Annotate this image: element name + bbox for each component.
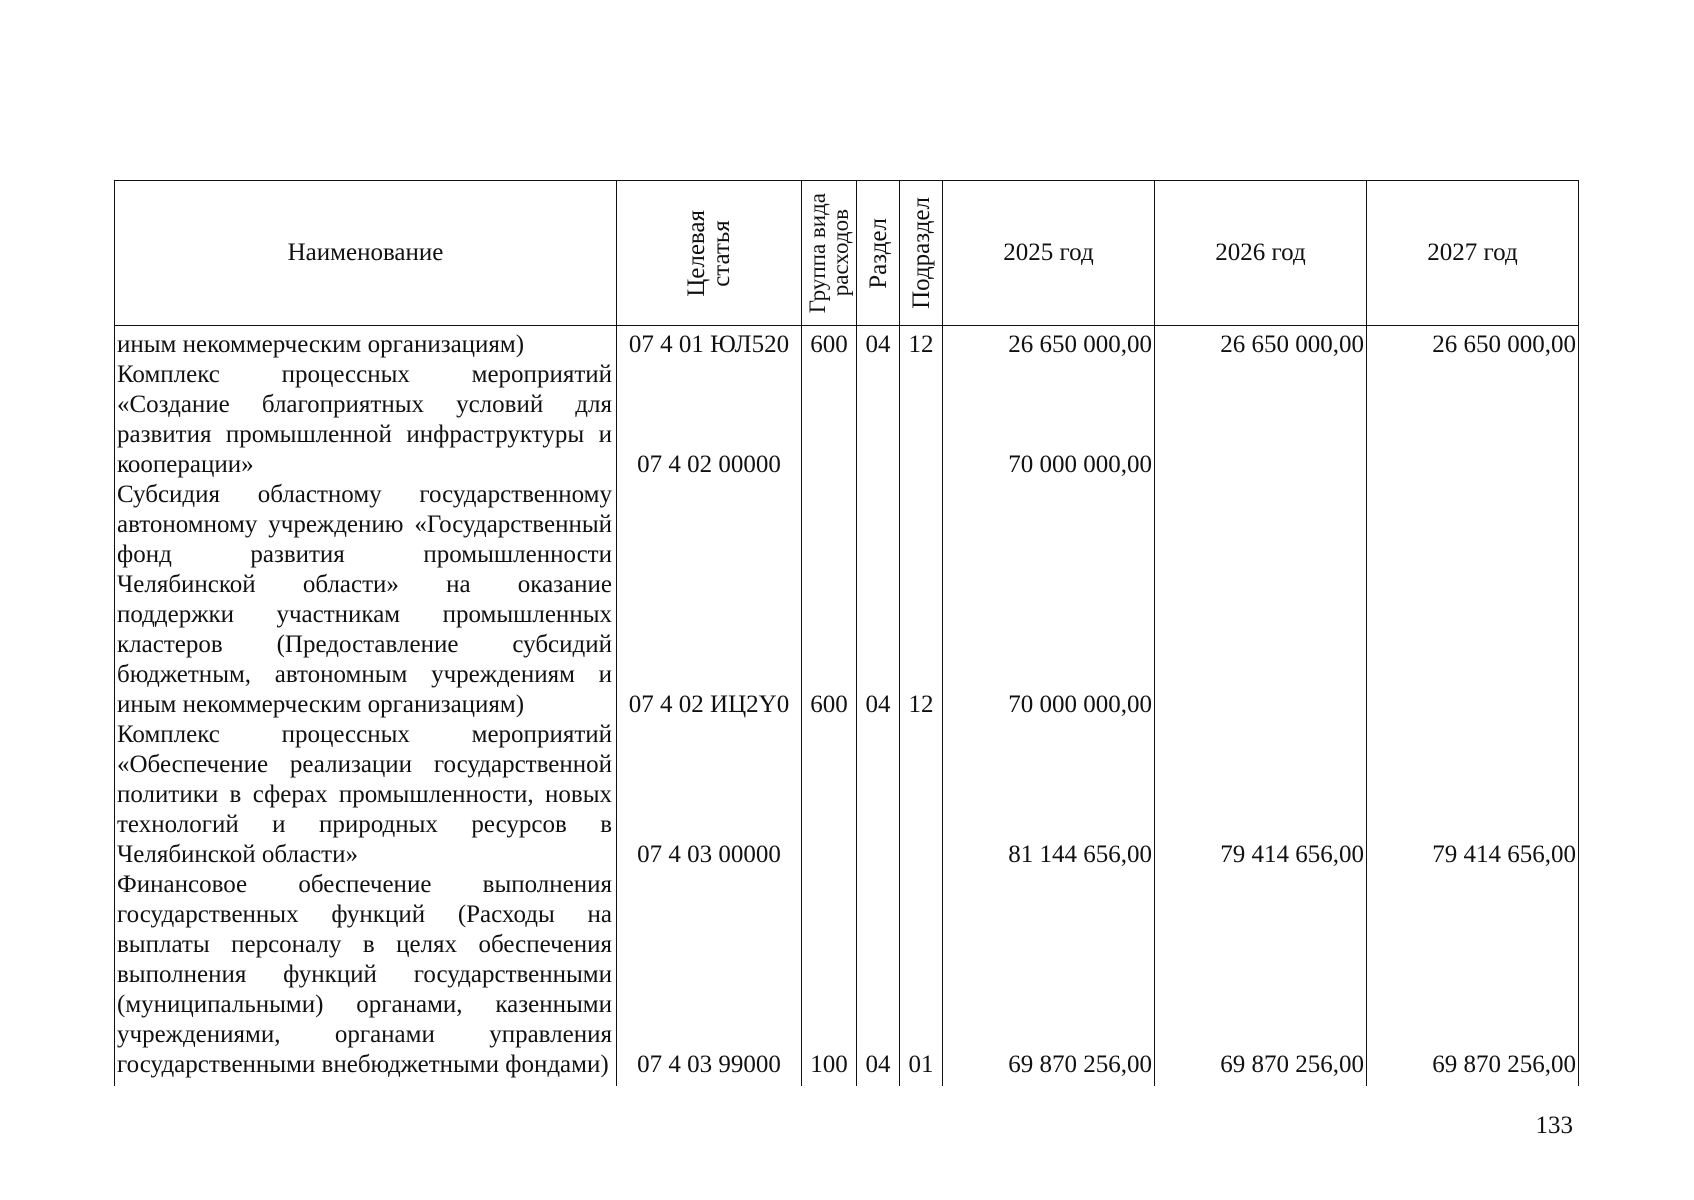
row-section: 04 <box>857 326 900 361</box>
row-year-2027: 79 414 656,00 <box>1367 720 1579 870</box>
row-section: 04 <box>857 870 900 1086</box>
row-target-article: 07 4 02 ИЦ2Y0 <box>617 480 802 720</box>
row-section: 04 <box>857 480 900 720</box>
table-row <box>115 480 1579 720</box>
row-year-2027: 69 870 256,00 <box>1367 870 1579 1086</box>
row-section <box>857 360 900 480</box>
row-year-2027 <box>1367 480 1579 720</box>
table-row <box>115 720 1579 870</box>
row-target-article: 07 4 02 00000 <box>617 360 802 480</box>
row-expense-group <box>802 720 857 870</box>
table-row <box>115 870 1579 1086</box>
row-expense-group: 100 <box>802 870 857 1086</box>
row-expense-group: 600 <box>802 326 857 361</box>
header-section: Раздел <box>857 181 900 326</box>
row-year-2026: 69 870 256,00 <box>1155 870 1367 1086</box>
row-year-2026: 79 414 656,00 <box>1155 720 1367 870</box>
table-row <box>115 360 1579 480</box>
header-expense-group: Группа вида расходов <box>802 181 857 326</box>
row-subsection: 12 <box>900 480 943 720</box>
row-target-article: 07 4 03 99000 <box>617 870 802 1086</box>
header-year-2025: 2025 год <box>943 181 1155 326</box>
budget-table <box>114 180 1579 1086</box>
row-name: иным некоммерческим организациям) <box>115 326 617 361</box>
row-target-article: 07 4 01 ЮЛ520 <box>617 326 802 361</box>
row-year-2025: 70 000 000,00 <box>943 480 1155 720</box>
row-year-2026 <box>1155 480 1367 720</box>
row-year-2027 <box>1367 360 1579 480</box>
page-number: 133 <box>1535 1112 1573 1139</box>
row-section <box>857 720 900 870</box>
row-year-2026 <box>1155 360 1367 480</box>
row-name: Финансовое обеспечение выполнения государственных функций (Расходы на выплаты персоналу в целях обеспечения выполнения функций государственными (муниципальными) органами, казенными учреждениями, органами управления государственными внебюджетными фондами) <box>115 870 617 1086</box>
row-expense-group <box>802 360 857 480</box>
row-year-2027: 26 650 000,00 <box>1367 326 1579 361</box>
row-name: Субсидия областному государственному автономному учреждению «Государственный фонд развития промышленности Челябинской области» на оказание поддержки участникам промышленных кластеров (Предоставление субсидий бюджетным, автономным учреждениям и иным некоммерческим организациям) <box>115 480 617 720</box>
row-year-2025: 81 144 656,00 <box>943 720 1155 870</box>
row-year-2025: 26 650 000,00 <box>943 326 1155 361</box>
row-target-article: 07 4 03 00000 <box>617 720 802 870</box>
header-subsection: Подраздел <box>900 181 943 326</box>
row-year-2025: 69 870 256,00 <box>943 870 1155 1086</box>
header-name: Наименование <box>115 181 617 326</box>
row-year-2026: 26 650 000,00 <box>1155 326 1367 361</box>
row-subsection: 01 <box>900 870 943 1086</box>
table-row <box>115 326 1579 361</box>
row-subsection <box>900 360 943 480</box>
header-target-article: Целевая статья <box>617 181 802 326</box>
header-year-2027: 2027 год <box>1367 181 1579 326</box>
row-year-2025: 70 000 000,00 <box>943 360 1155 480</box>
row-subsection: 12 <box>900 326 943 361</box>
row-subsection <box>900 720 943 870</box>
row-name: Комплекс процессных мероприятий «Создание благоприятных условий для развития промышленной инфраструктуры и кооперации» <box>115 360 617 480</box>
table-header-row <box>115 181 1579 326</box>
row-expense-group: 600 <box>802 480 857 720</box>
header-year-2026: 2026 год <box>1155 181 1367 326</box>
row-name: Комплекс процессных мероприятий «Обеспечение реализации государственной политики в сферах промышленности, новых технологий и природных ресурсов в Челябинской области» <box>115 720 617 870</box>
